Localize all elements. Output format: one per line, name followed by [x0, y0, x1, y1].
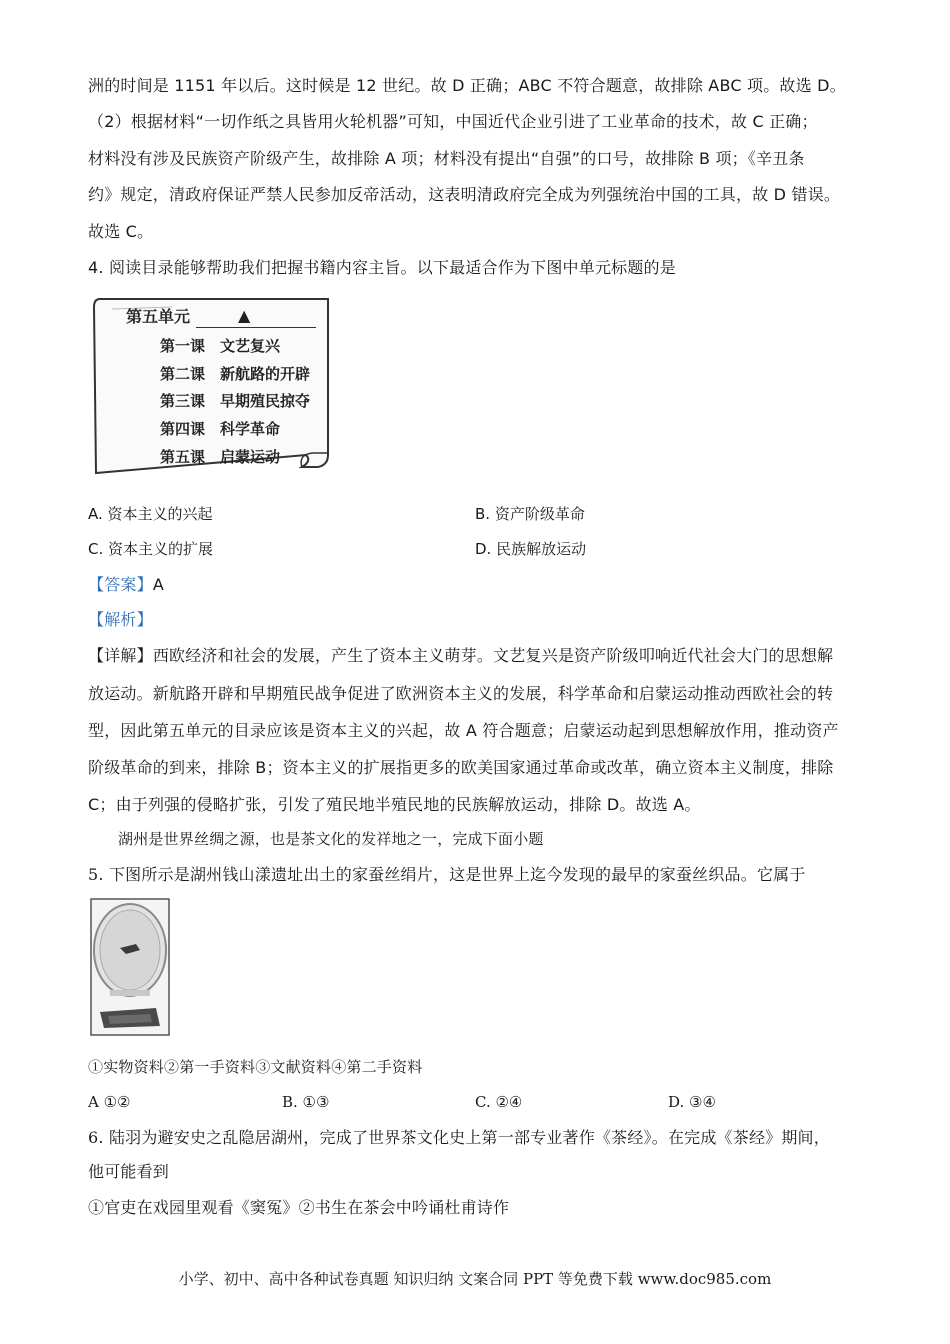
page-footer: 小学、初中、高中各种试卷真题 知识归纳 文案合同 PPT 等免费下载 www.doc985.com — [178, 1270, 772, 1288]
answer-value: A — [152, 575, 164, 594]
option-a: A. 资本主义的兴起 — [88, 505, 213, 523]
option-b: B. 资产阶级革命 — [475, 505, 585, 523]
lesson-number: 第一课 — [160, 337, 206, 355]
option-c: C. ②④ — [475, 1093, 523, 1111]
answer-line — [88, 575, 164, 595]
lesson-number: 第五课 — [160, 448, 206, 466]
option-d: D. 民族解放运动 — [475, 540, 587, 558]
lesson-number: 第三课 — [160, 392, 206, 410]
detail-line: 阶级革命的到来，排除 B；资本主义的扩展指更多的欧美国家通过革命或改革，确立资本主义制度，排除 — [88, 758, 834, 777]
unit-underline — [196, 327, 316, 328]
option-a: A ①② — [88, 1093, 131, 1111]
question-6-stem-cont: 他可能看到 — [88, 1162, 170, 1181]
text-line: 材料没有涉及民族资产阶级产生，故排除 A 项；材料没有提出“自强”的口号，故排除 B 项；《辛丑条 — [88, 149, 805, 168]
question-4-stem: 4. 阅读目录能够帮助我们把握书籍内容主旨。以下最适合作为下图中单元标题的是 — [88, 258, 676, 277]
option-d: D. ③④ — [668, 1093, 716, 1111]
option-c: C. 资本主义的扩展 — [88, 540, 214, 558]
lesson-title: 新航路的开辟 — [220, 365, 311, 383]
question-6-choices: ①官吏在戏园里观看《窦冤》②书生在茶会中吟诵杜甫诗作 — [88, 1198, 510, 1217]
answer-label: 【答案】 — [88, 575, 153, 594]
section-intro: 湖州是世界丝绸之源，也是茶文化的发祥地之一，完成下面小题 — [118, 830, 544, 848]
analysis-label: 【解析】 — [88, 610, 153, 629]
silk-fragment-photo — [90, 898, 170, 1036]
table-of-contents-figure — [92, 295, 332, 475]
question-6-stem: 6. 陆羽为避安史之乱隐居湖州，完成了世界茶文化史上第一部专业著作《茶经》。在完成《茶经》期间， — [88, 1128, 830, 1147]
detail-line: 型，因此第五单元的目录应该是资本主义的兴起，故 A 符合题意；启蒙运动起到思想解放作用，推动资产 — [88, 721, 839, 740]
detail-line — [88, 646, 833, 666]
text-line: 故选 C。 — [88, 222, 154, 241]
silk-photo-icon — [90, 898, 170, 1036]
lesson-title: 启蒙运动 — [220, 448, 281, 466]
text-line: （2）根据材料“一切作纸之具皆用火轮机器”可知，中国近代企业引进了工业革命的技术，故 C 正确； — [88, 112, 818, 131]
detail-line: 放运动。新航路开辟和早期殖民战争促进了欧洲资本主义的发展，科学革命和启蒙运动推动西欧社会的转 — [88, 684, 834, 703]
detail-label: 【详解】 — [88, 646, 153, 665]
unit-label: 第五单元 — [126, 307, 191, 326]
detail-line: C；由于列强的侵略扩张，引发了殖民地半殖民地的民族解放运动，排除 D。故选 A。 — [88, 795, 701, 814]
lesson-number: 第二课 — [160, 365, 206, 383]
text-line: 约》规定，清政府保证严禁人民参加反帝活动，这表明清政府完全成为列强统治中国的工具，故 D 错误。 — [88, 185, 841, 204]
lesson-number: 第四课 — [160, 420, 206, 438]
lesson-title: 科学革命 — [220, 420, 281, 438]
option-b: B. ①③ — [282, 1093, 330, 1111]
question-5-stem: 5. 下图所示是湖州钱山漾遗址出土的家蚕丝绢片，这是世界上迄今发现的最早的家蚕丝织品。它属于 — [88, 865, 806, 884]
question-5-choices: ①实物资料②第一手资料③文献资料④第二手资料 — [88, 1058, 423, 1076]
blank-marker: ▲ — [238, 306, 251, 325]
detail-text: 西欧经济和社会的发展，产生了资本主义萌芽。文艺复兴是资产阶级叩响近代社会大门的思想解 — [152, 646, 834, 665]
text-line: 洲的时间是 1151 年以后。这时候是 12 世纪。故 D 正确；ABC 不符合题意，故排除 ABC 项。故选 D。 — [88, 76, 846, 95]
lesson-title: 文艺复兴 — [220, 337, 281, 355]
lesson-title: 早期殖民掠夺 — [220, 392, 311, 410]
